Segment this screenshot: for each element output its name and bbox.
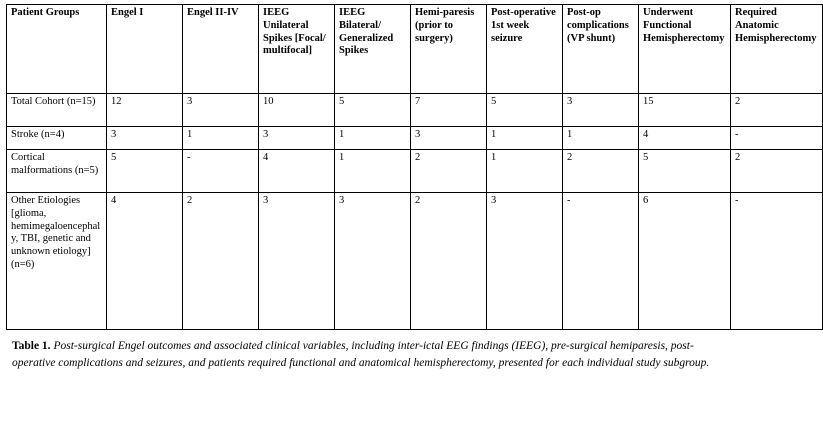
cell-total-ieeg-unilateral: 10 [259, 94, 335, 127]
table-header [7, 5, 823, 94]
cell-other-postop-complications: - [563, 193, 639, 330]
cell-total-engel-i: 12 [107, 94, 183, 127]
cell-total-postop-seizure: 5 [487, 94, 563, 127]
column-header-ieeg-bilateral-generalized-spikes: IEEG Bilateral/ Generalized Spikes [335, 5, 411, 94]
cell-stroke-ieeg-unilateral: 3 [259, 127, 335, 150]
cell-total-hemiparesis: 7 [411, 94, 487, 127]
row-label-stroke: Stroke (n=4) [7, 127, 107, 150]
cell-cortical-hemiparesis: 2 [411, 150, 487, 193]
row-label-total-cohort: Total Cohort (n=15) [7, 94, 107, 127]
cell-cortical-ieeg-bilateral: 1 [335, 150, 411, 193]
table-header-row [7, 5, 823, 94]
row-label-cortical-malformations: Cortical malformations (n=5) [7, 150, 107, 193]
cell-stroke-postop-complications: 1 [563, 127, 639, 150]
column-header-hemiparesis: Hemi-paresis (prior to surgery) [411, 5, 487, 94]
cell-cortical-engel-ii-iv: - [183, 150, 259, 193]
table-row [7, 193, 823, 330]
cell-total-postop-complications: 3 [563, 94, 639, 127]
cell-cortical-engel-i: 5 [107, 150, 183, 193]
cell-total-anatomic-hemispherectomy: 2 [731, 94, 823, 127]
cell-other-anatomic-hemispherectomy: - [731, 193, 823, 330]
cell-stroke-engel-ii-iv: 1 [183, 127, 259, 150]
column-header-engel-i: Engel I [107, 5, 183, 94]
cell-other-ieeg-bilateral: 3 [335, 193, 411, 330]
table-row [7, 127, 823, 150]
cell-stroke-hemiparesis: 3 [411, 127, 487, 150]
column-header-post-op-complications: Post-op complications (VP shunt) [563, 5, 639, 94]
cell-cortical-postop-seizure: 1 [487, 150, 563, 193]
column-header-engel-ii-iv: Engel II-IV [183, 5, 259, 94]
cell-cortical-anatomic-hemispherectomy: 2 [731, 150, 823, 193]
table-body [7, 94, 823, 330]
cell-other-functional-hemispherectomy: 6 [639, 193, 731, 330]
cell-other-ieeg-unilateral: 3 [259, 193, 335, 330]
cell-stroke-functional-hemispherectomy: 4 [639, 127, 731, 150]
cell-other-hemiparesis: 2 [411, 193, 487, 330]
table-caption [6, 338, 716, 373]
cell-other-engel-i: 4 [107, 193, 183, 330]
cell-total-functional-hemispherectomy: 15 [639, 94, 731, 127]
cell-stroke-postop-seizure: 1 [487, 127, 563, 150]
cell-total-ieeg-bilateral: 5 [335, 94, 411, 127]
cell-stroke-engel-i: 3 [107, 127, 183, 150]
cell-other-postop-seizure: 3 [487, 193, 563, 330]
cell-total-engel-ii-iv: 3 [183, 94, 259, 127]
cell-cortical-ieeg-unilateral: 4 [259, 150, 335, 193]
cell-stroke-anatomic-hemispherectomy: - [731, 127, 823, 150]
row-label-other-etiologies: Other Etiologies [glioma, hemimegaloencephaly, TBI, genetic and unknown etiology] (n=6) [7, 193, 107, 330]
caption-label: Table 1. [12, 340, 51, 352]
table-row [7, 150, 823, 193]
cell-cortical-functional-hemispherectomy: 5 [639, 150, 731, 193]
cell-cortical-postop-complications: 2 [563, 150, 639, 193]
clinical-outcomes-table [6, 4, 823, 330]
column-header-patient-groups: Patient Groups [7, 5, 107, 94]
column-header-underwent-functional-hemispherectomy: Underwent Functional Hemispherectomy [639, 5, 731, 94]
column-header-ieeg-unilateral-spikes: IEEG Unilateral Spikes [Focal/ multifocal] [259, 5, 335, 94]
cell-other-engel-ii-iv: 2 [183, 193, 259, 330]
column-header-required-anatomic-hemispherectomy: Required Anatomic Hemispherectomy [731, 5, 823, 94]
table-row [7, 94, 823, 127]
caption-text: Post-surgical Engel outcomes and associated clinical variables, including inter-ictal EEG findings (IEEG), pre-surgical hemiparesis, post-operative complications and seizures, and patients required functional and anatomical hemispherectomy, presented for each individual study subgroup. [12, 340, 710, 370]
column-header-post-operative-first-week-seizure: Post-operative 1st week seizure [487, 5, 563, 94]
cell-stroke-ieeg-bilateral: 1 [335, 127, 411, 150]
